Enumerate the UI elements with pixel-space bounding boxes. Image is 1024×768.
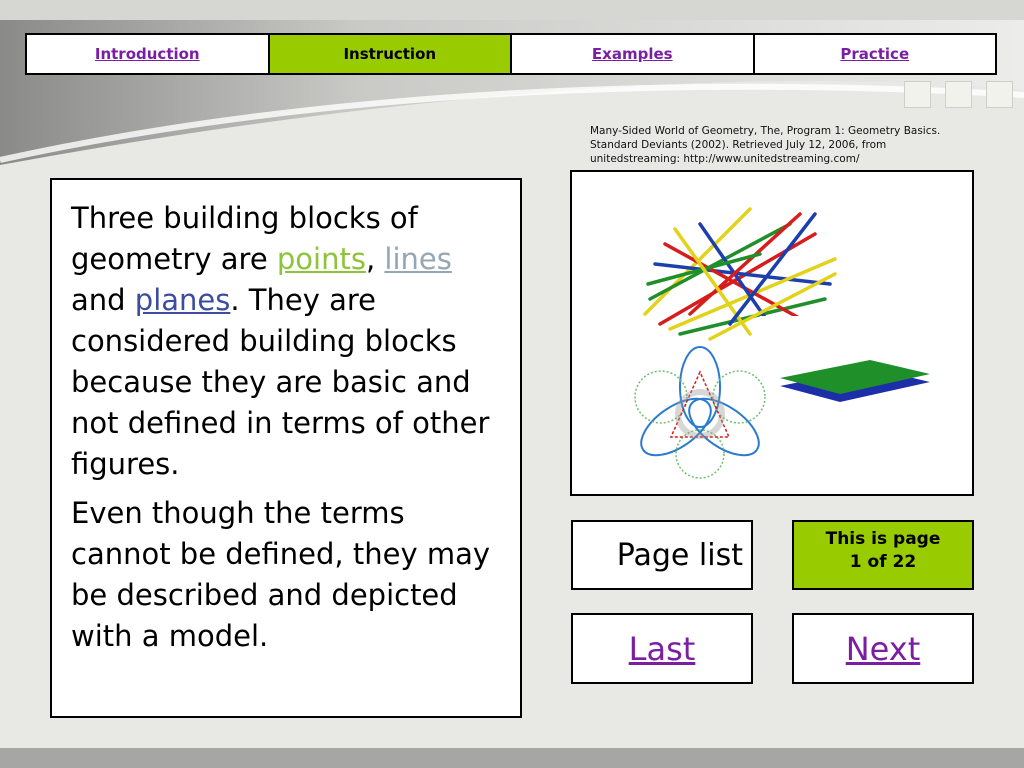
decorative-square [904, 81, 931, 108]
text-segment: , [365, 242, 385, 276]
citation [590, 124, 1000, 166]
citation-line: Many-Sided World of Geometry, The, Program 1: Geometry Basics. [590, 125, 941, 137]
page-indicator-line: 1 of 22 [849, 552, 917, 572]
points-pattern-image [631, 342, 769, 480]
illustration-box [570, 170, 974, 496]
citation-line: Standard Deviants (2002). Retrieved July 12, 2006, from [590, 139, 887, 151]
tab-introduction[interactable]: Introduction [27, 35, 270, 73]
planes-link[interactable]: planes [134, 283, 231, 317]
text-segment: . They are considered building blocks because they are basic and not defined in terms of other figures. [71, 283, 490, 481]
tab-instruction[interactable]: Instruction [270, 35, 513, 73]
tab-examples[interactable]: Examples [512, 35, 755, 73]
bottom-bar [0, 748, 1024, 768]
lesson-paragraph [71, 198, 502, 485]
decorative-square [986, 81, 1013, 108]
next-label: Next [845, 629, 921, 668]
page-indicator [792, 520, 974, 590]
page-indicator-line: This is page [825, 529, 941, 549]
top-navigation [25, 33, 997, 75]
planes-image [760, 316, 950, 449]
points-link[interactable]: points [276, 242, 366, 276]
text-segment: Three building blocks of geometry are [71, 201, 418, 276]
tab-practice[interactable]: Practice [840, 45, 910, 63]
last-button[interactable] [571, 613, 753, 684]
last-label: Last [628, 629, 696, 668]
page-list-label: Page list [616, 537, 743, 573]
lesson-text-box [50, 178, 522, 718]
lesson-paragraph: Even though the terms cannot be defined, they may be described and depicted with a model. [71, 496, 491, 653]
lines-link[interactable]: lines [384, 242, 452, 276]
citation-line: unitedstreaming: http://www.unitedstreaming.com/ [590, 153, 860, 165]
next-button[interactable] [792, 613, 974, 684]
decorative-square [945, 81, 972, 108]
text-segment: and [71, 283, 135, 317]
page-list-button[interactable] [571, 520, 753, 590]
